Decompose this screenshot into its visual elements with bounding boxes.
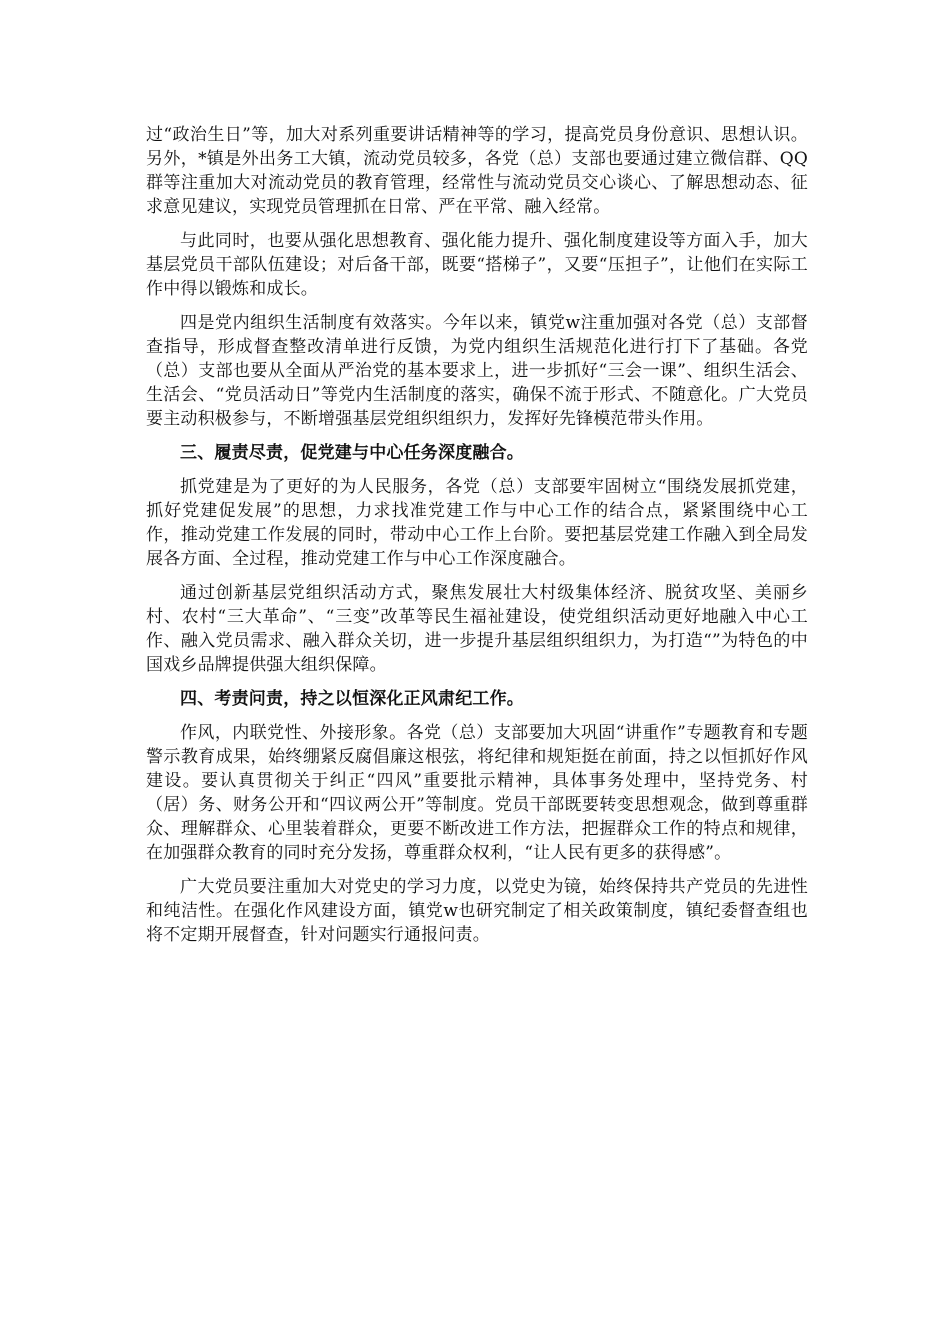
section-heading-3: 三、履责尽责，促党建与中心任务深度融合。 (180, 443, 524, 463)
paragraph: 作风，内联党性、外接形象。各党（总）支部要加大巩固“讲重作”专题教育和专题警示教育成果，始终绷紧反腐倡廉这根弦，将纪律和规矩挺在前面，持之以恒抓好作风建设。要认真贯彻关于纠正“四风”重要批示精神，具体事务处理中，坚持党务、村（居）务、财务公开和“四议两公开”等制度。党员干部既要转变思想观念，做到尊重群众、理解群众、心里装着群众，更要不断改进工作方法，把握群众工作的特点和规律，在加强群众教育的同时充分发扬，尊重群众权利，“让人民有更多的获得感”。 (146, 723, 808, 863)
paragraph: 抓党建是为了更好的为人民服务，各党（总）支部要牢固树立“围绕发展抓党建，抓好党建促发展”的思想，力求找准党建工作与中心工作的结合点，紧紧围绕中心工作，推动党建工作发展的同时，带动中心工作上台阶。要把基层党建工作融入到全局发展各方面、全过程，推动党建工作与中心工作深度融合。 (146, 477, 808, 569)
document-body (146, 123, 808, 957)
section-heading-4: 四、考责问责，持之以恒深化正风肃纪工作。 (180, 689, 524, 709)
paragraph: 四是党内组织生活制度有效落实。今年以来，镇党w注重加强对各党（总）支部督查指导，形成督查整改清单进行反馈，为党内组织生活规范化进行打下了基础。各党（总）支部也要从全面从严治党的基本要求上，进一步抓好“三会一课”、组织生活会、生活会、“党员活动日”等党内生活制度的落实，确保不流于形式、不随意化。广大党员要主动积极参与，不断增强基层党组织组织力，发挥好先锋模范带头作用。 (146, 313, 808, 429)
paragraph-continuation: 过“政治生日”等，加大对系列重要讲话精神等的学习，提高党员身份意识、思想认识。另外，*镇是外出务工大镇，流动党员较多，各党（总）支部也要通过建立微信群、QQ群等注重加大对流动党员的教育管理，经常性与流动党员交心谈心、了解思想动态、征求意见建议，实现党员管理抓在日常、严在平常、融入经常。 (146, 125, 808, 217)
paragraph: 与此同时，也要从强化思想教育、强化能力提升、强化制度建设等方面入手，加大基层党员干部队伍建设；对后备干部，既要“搭梯子”，又要“压担子”，让他们在实际工作中得以锻炼和成长。 (146, 231, 808, 299)
paragraph: 通过创新基层党组织活动方式，聚焦发展壮大村级集体经济、脱贫攻坚、美丽乡村、农村“三大革命”、“三变”改革等民生福祉建设，使党组织活动更好地融入中心工作、融入党员需求、融入群众关切，进一步提升基层组织组织力，为打造“”为特色的中国戏乡品牌提供强大组织保障。 (146, 583, 808, 675)
paragraph: 广大党员要注重加大对党史的学习力度，以党史为镜，始终保持共产党员的先进性和纯洁性。在强化作风建设方面，镇党w也研究制定了相关政策制度，镇纪委督查组也将不定期开展督查，针对问题实行通报问责。 (146, 877, 808, 945)
